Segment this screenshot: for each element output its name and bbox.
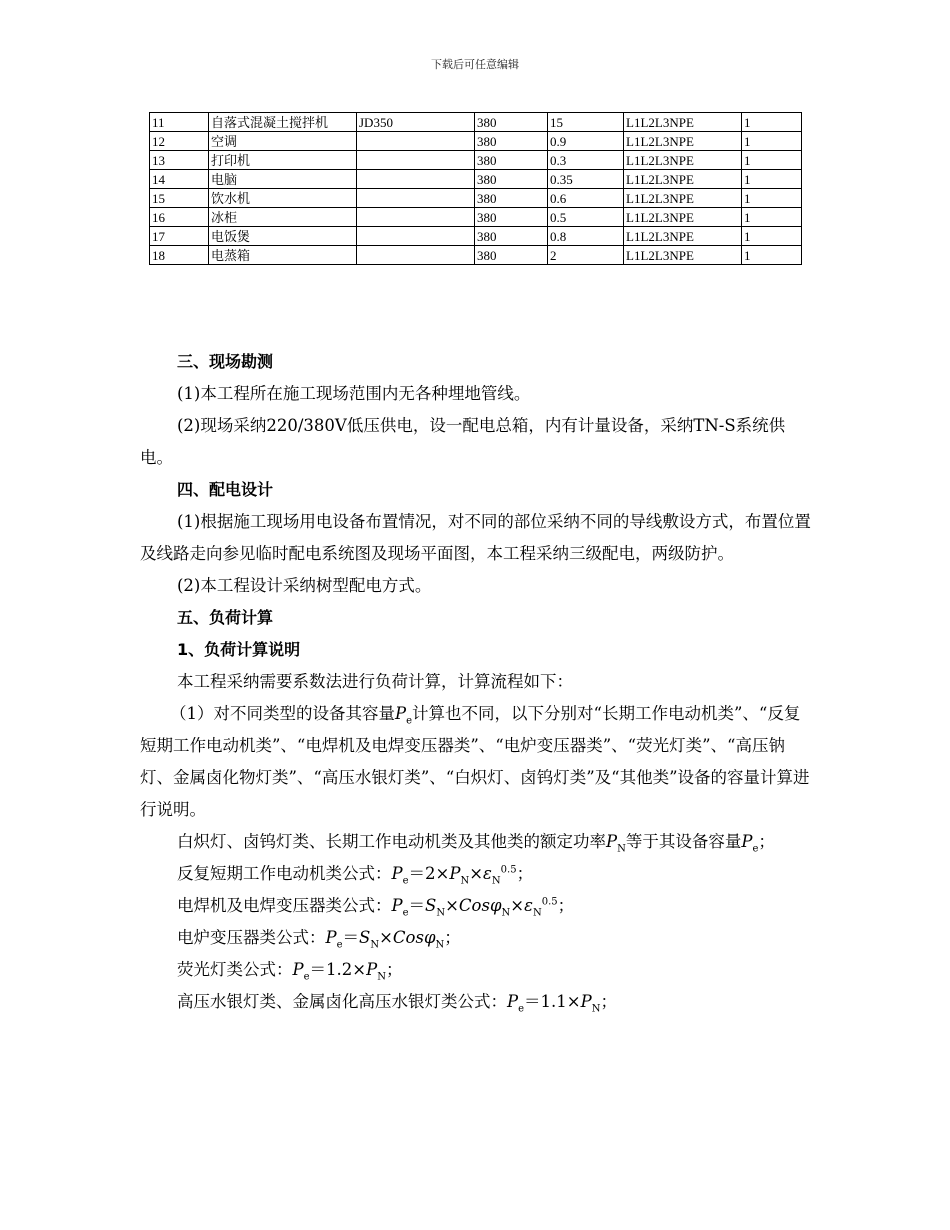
para-2-lead: （1）对不同类型的设备其容量 — [170, 704, 395, 723]
para-3-lead: 白炽灯、卤钨灯类、长期工作电动机类及其他类的额定功率 — [177, 832, 606, 851]
formula-2: 电焊机及电焊变压器类公式：$P_e=S_N\times Cos\varphi_N\times\varepsilon_N^{0.5}$； — [177, 896, 575, 919]
cell-qty: 1 — [742, 151, 802, 170]
section-3-para-1: (1)本工程所在施工现场范围内无各种埋地管线。 — [177, 384, 531, 403]
cell-no: 11 — [150, 113, 209, 132]
formula-5: 高压水银灯类、金属卤化高压水银灯类公式：$P_e=1.1\times P_N$； — [177, 992, 617, 1015]
table-row — [150, 151, 802, 170]
cell-wiring: L1L2L3NPE — [624, 246, 742, 265]
section-5-para-1: 本工程采纳需要系数法进行负荷计算，计算流程如下： — [177, 672, 573, 691]
cell-wiring: L1L2L3NPE — [624, 208, 742, 227]
cell-name: 饮水机 — [209, 189, 357, 208]
cell-qty: 1 — [742, 132, 802, 151]
table-row — [150, 189, 802, 208]
formula-3-label: 电炉变压器类公式： — [177, 928, 326, 947]
cell-model — [357, 208, 475, 227]
section-3-title: 三、现场勘测 — [177, 352, 274, 371]
cell-no: 13 — [150, 151, 209, 170]
cell-qty: 1 — [742, 170, 802, 189]
cell-model — [357, 151, 475, 170]
cell-wiring: L1L2L3NPE — [624, 170, 742, 189]
cell-wiring: L1L2L3NPE — [624, 151, 742, 170]
cell-power: 0.9 — [548, 132, 624, 151]
cell-name: 电脑 — [209, 170, 357, 189]
table-row — [150, 170, 802, 189]
cell-wiring: L1L2L3NPE — [624, 132, 742, 151]
cell-name: 冰柜 — [209, 208, 357, 227]
section-5-para-2: （1）对不同类型的设备其容量$P_e$计算也不同，以下分别对“长期工作电动机类”、“反复短期工作电动机类”、“电焊机及电焊变压器类”、“电炉变压器类”、“荧光灯类”、“高压钠灯、金属卤化物灯类”、“高压水银灯类”、“白炽灯、卤钨灯类”及“其他类”设备的容量计算进行说明。 — [140, 704, 810, 819]
cell-name: 自落式混凝土搅拌机 — [209, 113, 357, 132]
cell-power: 0.5 — [548, 208, 624, 227]
cell-no: 14 — [150, 170, 209, 189]
table-row — [150, 208, 802, 227]
formula-3: 电炉变压器类公式：$P_e=S_N\times Cos\varphi_N$； — [177, 928, 461, 951]
cell-power: 0.6 — [548, 189, 624, 208]
formula-4-label: 荧光灯类公式： — [177, 960, 293, 979]
section-4-title: 四、配电设计 — [177, 480, 274, 499]
section-5-title: 五、负荷计算 — [177, 608, 274, 627]
cell-power: 15 — [548, 113, 624, 132]
section-5-subtitle: 1、负荷计算说明 — [177, 640, 301, 659]
document-body — [140, 346, 815, 1018]
section-5-para-3: 白炽灯、卤钨灯类、长期工作电动机类及其他类的额定功率$P_N$等于其设备容量$P_e$； — [177, 832, 775, 855]
cell-voltage: 380 — [475, 189, 548, 208]
cell-model — [357, 246, 475, 265]
cell-power: 0.3 — [548, 151, 624, 170]
formula-2-label: 电焊机及电焊变压器类公式： — [177, 896, 392, 915]
cell-wiring: L1L2L3NPE — [624, 113, 742, 132]
cell-model — [357, 189, 475, 208]
cell-voltage: 380 — [475, 132, 548, 151]
cell-name: 电饭煲 — [209, 227, 357, 246]
cell-model: JD350 — [357, 113, 475, 132]
cell-model — [357, 170, 475, 189]
cell-qty: 1 — [742, 227, 802, 246]
cell-voltage: 380 — [475, 208, 548, 227]
cell-qty: 1 — [742, 189, 802, 208]
para-2-rest: 计算也不同，以下分别对“长期工作电动机类”、“反复短期工作电动机类”、“电焊机及电焊变压器类”、“电炉变压器类”、“荧光灯类”、“高压钠灯、金属卤化物灯类”、“高压水银灯类”、“白炽灯、卤钨灯类”及“其他类”设备的容量计算进行说明。 — [140, 704, 810, 819]
cell-no: 18 — [150, 246, 209, 265]
section-3-para-2: (2)现场采纳220/380V低压供电，设一配电总箱，内有计量设备，采纳TN-S系统供电。 — [140, 416, 786, 467]
cell-name: 打印机 — [209, 151, 357, 170]
cell-name: 电蒸箱 — [209, 246, 357, 265]
cell-qty: 1 — [742, 113, 802, 132]
formula-1-label: 反复短期工作电动机类公式： — [177, 864, 392, 883]
cell-wiring: L1L2L3NPE — [624, 189, 742, 208]
cell-name: 空调 — [209, 132, 357, 151]
table-row — [150, 113, 802, 132]
cell-no: 15 — [150, 189, 209, 208]
table-row — [150, 132, 802, 151]
cell-no: 17 — [150, 227, 209, 246]
formula-5-label: 高压水银灯类、金属卤化高压水银灯类公式： — [177, 992, 507, 1011]
cell-no: 12 — [150, 132, 209, 151]
para-3-rest: 等于其设备容量 — [625, 832, 742, 851]
cell-qty: 1 — [742, 208, 802, 227]
cell-voltage: 380 — [475, 227, 548, 246]
section-4-para-2: (2)本工程设计采纳树型配电方式。 — [177, 576, 432, 595]
cell-voltage: 380 — [475, 113, 548, 132]
cell-power: 2 — [548, 246, 624, 265]
equipment-table — [149, 112, 802, 265]
cell-voltage: 380 — [475, 246, 548, 265]
cell-qty: 1 — [742, 246, 802, 265]
table-row — [150, 246, 802, 265]
page-header: 下载后可任意编辑 — [431, 58, 519, 71]
cell-model — [357, 132, 475, 151]
formula-4: 荧光灯类公式：$P_e=1.2\times P_N$； — [177, 960, 403, 983]
table-row — [150, 227, 802, 246]
cell-voltage: 380 — [475, 151, 548, 170]
cell-power: 0.35 — [548, 170, 624, 189]
cell-power: 0.8 — [548, 227, 624, 246]
cell-wiring: L1L2L3NPE — [624, 227, 742, 246]
cell-model — [357, 227, 475, 246]
section-4-para-1: (1)根据施工现场用电设备布置情况，对不同的部位采纳不同的导线敷设方式，布置位置及线路走向参见临时配电系统图及现场平面图，本工程采纳三级配电，两级防护。 — [140, 512, 811, 563]
formula-1: 反复短期工作电动机类公式：$P_e=2\times P_N\times\varepsilon_N^{0.5}$； — [177, 864, 534, 887]
cell-voltage: 380 — [475, 170, 548, 189]
cell-no: 16 — [150, 208, 209, 227]
